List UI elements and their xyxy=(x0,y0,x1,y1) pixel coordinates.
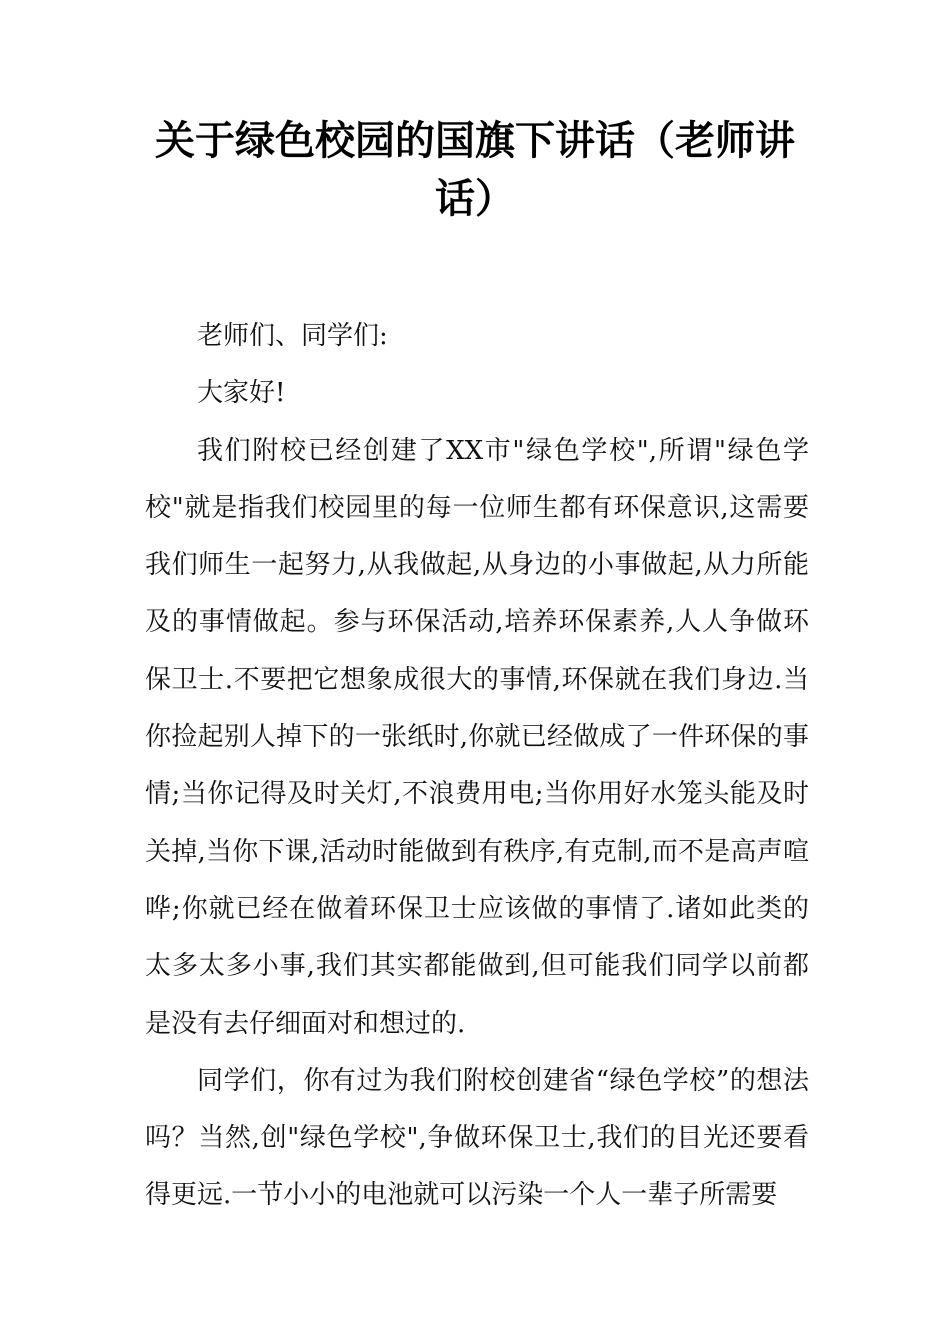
salutation: 老师们、同学们: xyxy=(197,321,388,351)
paragraph-2: 同学们，你有过为我们附校创建省“绿色学校”的想法吗？当然,创"绿色学校",争做环保卫士,我们的目光还要看得更远.一节小小的电池就可以污染一个人一辈子所需要 xyxy=(145,1065,809,1211)
document-title: 关于绿色校园的国旗下讲话（老师讲话） xyxy=(155,117,795,222)
document-body xyxy=(145,308,809,1225)
paragraph-1: 我们附校已经创建了XX市"绿色学校",所谓"绿色学校"就是指我们校园里的每一位师生都有环保意识,这需要我们师生一起努力,从我做起,从身边的小事做起,从力所能及的事情做起。参与环保活动,培养环保素养,人人争做环保卫士.不要把它想象成很大的事情,环保就在我们身边.当你捡起别人掉下的一张纸时,你就已经做成了一件环保的事情;当你记得及时关灯,不浪费用电;当你用好水笼头能及时关掉,当你下课,活动时能做到有秩序,有克制,而不是高声喧哗;你就已经在做着环保卫士应该做的事情了.诸如此类的太多太多小事,我们其实都能做到,但可能我们同学以前都是没有去仔细面对和想过的. xyxy=(145,435,809,1039)
greeting: 大家好! xyxy=(197,378,286,409)
